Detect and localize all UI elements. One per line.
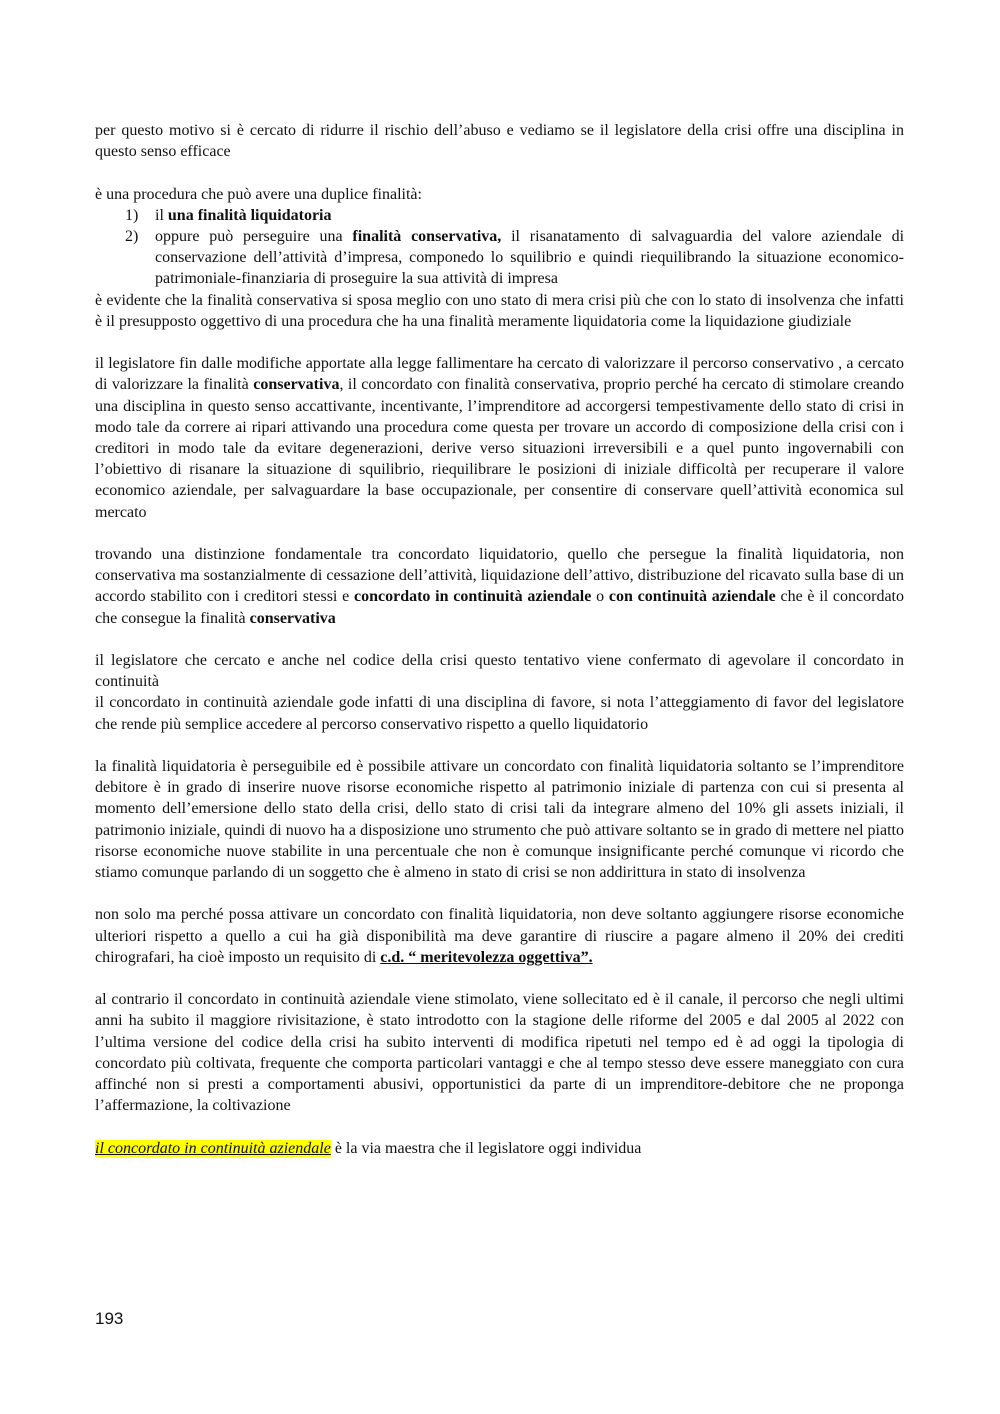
- paragraph-abuse-risk: per questo motivo si è cercato di ridurre il rischio dell’abuso e vediamo se il legislatore della crisi offre una disciplina in questo senso efficace: [95, 122, 904, 161]
- bold-text: conservativa: [253, 376, 340, 394]
- bold-text: con continuità aziendale: [608, 588, 776, 606]
- list-bold-text: una finalità liquidatoria: [167, 206, 332, 224]
- paragraph-dual-purpose: è una procedura che può avere una duplice finalità:: [95, 185, 422, 203]
- text-run: non solo ma perché possa attivare un concordato con finalità liquidatoria, non deve soltanto aggiungere risorse economiche ulteriori rispetto a quello a cui ha già disponibilità ma deve garantire di riuscire a pagare almeno il 20% dei crediti chirografari, ha cioè imposto un requisito di: [95, 906, 904, 966]
- text-run: , il concordato con finalità conservativa, proprio perché ha cercato di stimolare creando una disciplina in questo senso accattivante, incentivante, l’imprenditore ad accorgersi tempestivamente dello stato di crisi in modo tale da correre ai ripari attivando una procedura come questa per trovare un accordo di composizione della crisi con i creditori in modo tale da evitare degenerazioni, derive verso situazioni irreversibili e a quel punto ingovernabili con l’obiettivo di risanare la situazione di squilibrio, riequilibrare le posizioni di iniziale difficoltà per recuperare il valore economico aziendale, per salvaguardare la base occupazionale, per consentire di conservare quell’attività economica sul mercato: [95, 376, 904, 521]
- list-text: il: [155, 206, 168, 224]
- paragraph-gap: [95, 968, 904, 989]
- paragraph-legislator-conservative: [95, 353, 904, 523]
- text-run: che è il concordato che consegue la finalità: [95, 588, 905, 627]
- list-text: oppure può perseguire una: [155, 228, 353, 245]
- list-number: 2): [125, 228, 139, 245]
- underlined-bold-text: c.d. “ meritevolezza oggettiva”.: [380, 948, 593, 966]
- list-number: 1): [125, 206, 139, 224]
- page-number: 193: [95, 1309, 124, 1328]
- paragraph-via-maestra: [95, 1138, 904, 1159]
- paragraph-gap: [95, 1116, 904, 1137]
- purpose-list: [95, 205, 904, 290]
- paragraph-gap: [95, 883, 904, 904]
- paragraph-distinction: [95, 544, 904, 629]
- document-body: [95, 120, 904, 1159]
- paragraph-meritevolezza: [95, 904, 904, 968]
- paragraph-gap: [95, 735, 904, 756]
- paragraph-gap: [95, 629, 904, 650]
- list-item-conservative: [95, 226, 904, 290]
- text-run: o: [591, 588, 609, 606]
- paragraph-gap: [95, 523, 904, 544]
- text-run: trovando una distinzione fondamentale tra concordato liquidatorio, quello che persegue la finalità liquidatoria, non conservativa ma sostanzialmente di cessazione dell’attività, liquidazione dell’attivo, distribuzione del ricavato sulla base di un accordo stabilito con i creditori stessi e: [95, 546, 904, 606]
- list-item-liquidatory: [95, 205, 904, 226]
- bold-text: conservativa: [249, 609, 336, 627]
- text-run: il legislatore fin dalle modifiche apportate alla legge fallimentare ha cercato di valorizzare il percorso conservativo , a cercato di valorizzare la finalità: [95, 355, 904, 394]
- text-run: è la via maestra che il legislatore oggi individua: [330, 1139, 642, 1157]
- list-text: il risanatamento di salvaguardia del valore aziendale di conservazione dell’attività d’impresa, componedo lo squilibrio e quindi riequilibrando la situazione economico-patrimoniale-finanziaria di proseguire la sua attività di impresa: [155, 228, 905, 288]
- paragraph-gap: [95, 332, 904, 353]
- paragraph-continuity-stimulated: al contrario il concordato in continuità aziendale viene stimolato, viene sollecitato ed è il canale, il percorso che negli ultimi anni ha subito il maggiore rivisitazione, è stato introdotto con la stagione delle riforme del 2005 e dal 2005 al 2022 con l’ultima versione del codice della crisi ha subito interventi di modifica ripetuti nel tempo ed è ad oggi la tipologia di concordato più coltivata, frequente che comporta particolari vantaggi e che al tempo stesso deve essere maneggiato con cura affinché non si presti a comportamenti abusivi, opportunistici da parte di un imprenditore-debitore che ne proponga l’affermazione, la coltivazione: [95, 991, 904, 1115]
- paragraph-gap: [95, 162, 904, 183]
- paragraph-liquidatory-conditions: la finalità liquidatoria è perseguibile ed è possibile attivare un concordato con finalità liquidatoria soltanto se l’imprenditore debitore è in grado di inserire nuove risorse economiche rispetto al patrimonio iniziale di partenza con cui si presenta al momento dell’emersione dello stato della crisi, dello stato di crisi tali da integrare almeno del 10% gli assets iniziali, il patrimonio iniziale, quindi di nuovo ha a disposizione uno strumento che può attivare soltanto se in grado di mettere nel piatto risorse economiche nuove stabilite in una percentuale che non è comunque insignificante perché comunque vi ricordo che stiamo comunque parlando di un soggetto che è almeno in stato di crisi se non addirittura in stato di insolvenza: [95, 758, 904, 882]
- paragraph-favor: il concordato in continuità aziendale gode infatti di una disciplina di favore, si nota l’atteggiamento di favor del legislatore che rende più semplice accedere al percorso conservativo rispetto a quello liquidatorio: [95, 694, 904, 733]
- paragraph-code-confirmation: il legislatore che cercato e anche nel codice della crisi questo tentativo viene confermato di agevolare il concordato in continuità: [95, 652, 904, 691]
- list-bold-text: finalità conservativa,: [352, 228, 502, 245]
- paragraph-insolvency: è evidente che la finalità conservativa si sposa meglio con uno stato di mera crisi più che con lo stato di insolvenza che infatti è il presupposto oggettivo di una procedura che ha una finalità meramente liquidatoria come la liquidazione giudiziale: [95, 291, 904, 330]
- highlighted-text: il concordato in continuità aziendale: [95, 1139, 331, 1157]
- bold-text: concordato in continuità aziendale: [353, 588, 592, 606]
